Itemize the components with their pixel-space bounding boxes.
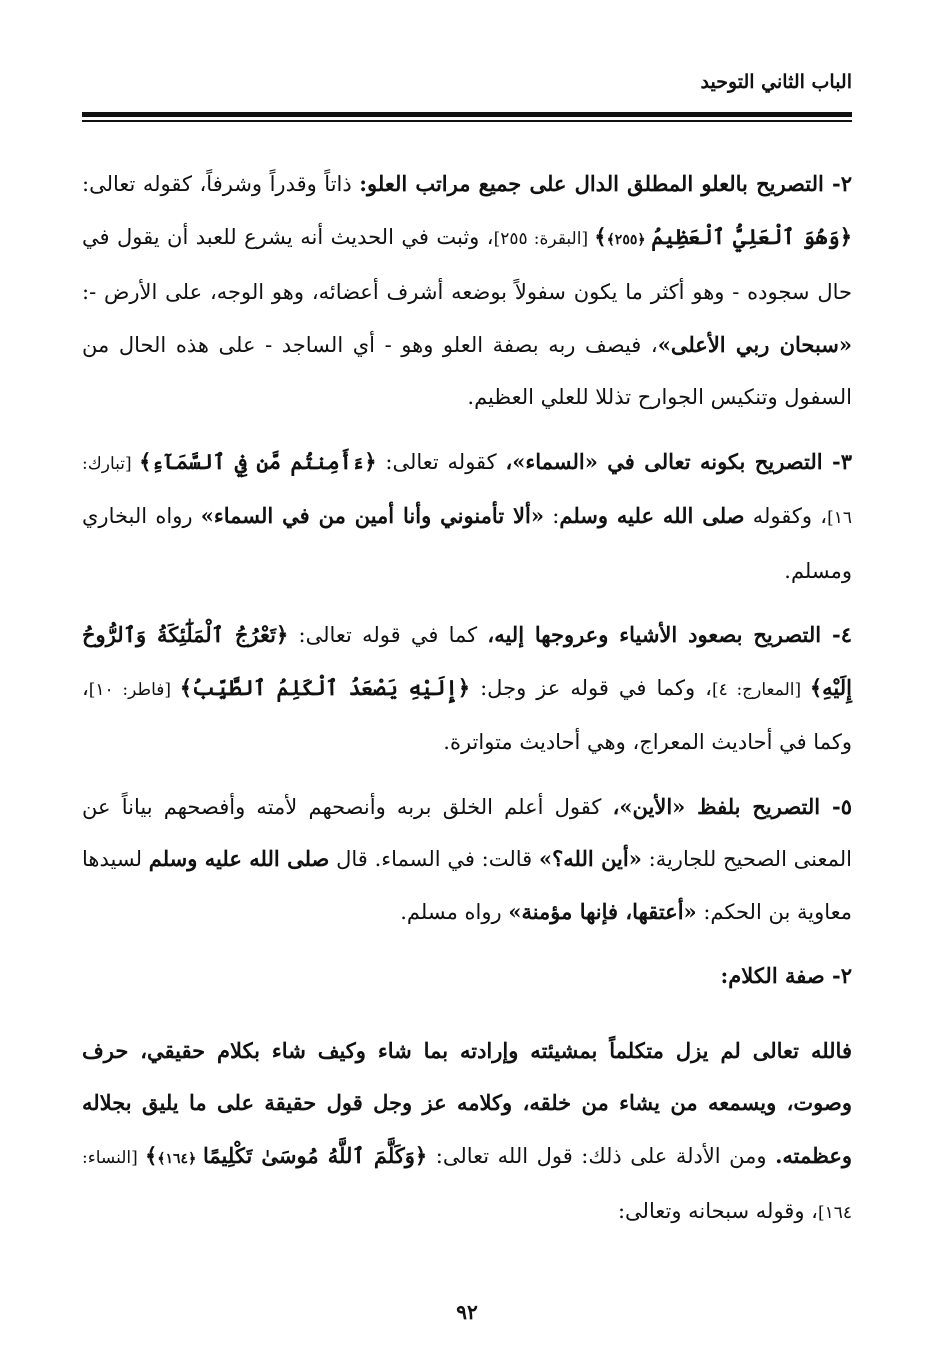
quran-verse: ﴿تَعْرُجُ ٱلْمَلَٰٓئِكَةُ وَٱلرُّوحُ إِلَيْهِ﴾ <box>82 622 852 700</box>
header-rule-thin <box>82 120 852 122</box>
verse-reference: [البقرة: ٢٥٥] <box>493 228 595 249</box>
bold-statement: فالله تعالى لم يزل متكلماً بمشيئته وإرادته بما شاء وكيف شاء بكلام حقيقي، حرف وصوت، ويسمعه من يشاء من خلقه، وكلامه عز وجل قول حقيقة على ما يليق بجلاله وعظمته. <box>82 1037 853 1168</box>
quran-verse: ﴿ءَأَمِنتُم مَّن فِي ٱلسَّمَآءِ﴾ <box>139 448 377 474</box>
ayah-number: ﴿١٦٤﴾ <box>157 1150 203 1167</box>
paragraph-3 <box>82 436 852 598</box>
section-heading <box>82 950 852 1003</box>
page-header <box>82 62 852 102</box>
hadith-quote: «ألا تأمنوني وأنا أمين من في السماء» <box>200 503 544 528</box>
section-heading-text: ٢- صفة الكلام: <box>720 963 852 988</box>
hadith-quote: «أعتقها، فإنها مؤمنة» <box>508 898 697 924</box>
body-text: ، وثبت في الحديث أنه يشرع للعبد أن يقول في حال سجوده - وهو أكثر ما يكون سفولاً بوضعه أشرف أعضائه، وهو الوجه، على الأرض -: <box>82 224 852 304</box>
paragraph-speech <box>82 1025 852 1240</box>
body-text: رواه البخاري ومسلم. <box>82 504 852 583</box>
page-body <box>82 158 852 1252</box>
paragraph-2 <box>82 158 852 424</box>
body-text: ، وكقوله <box>744 504 828 528</box>
verse-reference: [تبارك: ١٦] <box>82 453 852 528</box>
quran-verse-close: ﴾ <box>594 223 607 249</box>
hadith-quote: «سبحان ربي الأعلى» <box>657 331 853 357</box>
chapter-title: الباب الثاني التوحيد <box>700 71 852 93</box>
verse-reference: [المعارج: ٤] <box>711 679 810 700</box>
point-heading: ٥- التصريح بلفظ «الأين»، <box>612 793 852 819</box>
body-text: ذاتاً وقدراً وشرفاً، كقوله تعالى: <box>82 172 360 196</box>
verse-reference: [النساء: ١٦٤] <box>82 1147 852 1223</box>
body-text: قالت: في السماء. قال <box>329 847 539 871</box>
body-text: كما في قوله تعالى: <box>288 623 488 647</box>
quran-verse: ﴿وَهُوَ ٱلْعَلِيُّ ٱلْعَظِيمُ <box>651 223 853 249</box>
quran-verse: ﴿وَكَلَّمَ ٱللَّهُ مُوسَىٰ تَكْلِيمًا <box>203 1142 428 1168</box>
salutation: صلى الله عليه وسلم <box>148 846 330 871</box>
body-text: ، وكما في أحاديث المعراج، وهي أحاديث متواترة. <box>82 675 852 754</box>
body-text: ، وكما في قوله عز وجل: <box>470 675 712 700</box>
verse-reference: [فاطر: ١٠] <box>88 679 180 700</box>
paragraph-4 <box>82 609 852 769</box>
point-heading: ٤- التصريح بصعود الأشياء وعروجها إليه، <box>487 622 852 647</box>
body-text: لسيدها معاوية بن الحكم: <box>82 847 852 924</box>
ayah-number: ﴿٢٥٥﴾ <box>606 231 652 248</box>
body-text: ، فيصف ربه بصفة العلو وهو - أي الساجد - على هذه الحال من السفول وتنكيس الجوارح تذللا للعلي العظيم. <box>82 332 852 409</box>
body-text: كقول أعلم الخلق بربه وأنصحهم لأمته وأفصحهم بياناً عن المعنى الصحيح للجارية: <box>82 794 852 871</box>
body-text: : <box>544 504 560 528</box>
point-heading: ٢- التصريح بالعلو المطلق الدال على جميع مراتب العلو: <box>359 171 852 196</box>
paragraph-5 <box>82 781 852 939</box>
hadith-quote: «أين الله؟» <box>538 846 642 871</box>
salutation: صلى الله عليه وسلم <box>559 503 745 528</box>
body-text: ومن الأدلة على ذلك: قول الله تعالى: <box>427 1143 776 1168</box>
quran-verse-close: ﴾ <box>144 1142 158 1168</box>
header-rule-thick <box>82 112 852 117</box>
point-heading: ٣- التصريح بكونه تعالى في «السماء»، <box>505 448 852 474</box>
body-text: كقوله تعالى: <box>376 449 506 474</box>
body-text: رواه مسلم. <box>400 899 509 924</box>
body-text: ، وقوله سبحانه وتعالى: <box>617 1199 818 1223</box>
page-number: ٩٢ <box>456 1300 478 1324</box>
quran-verse: ﴿إِلَيْهِ يَصْعَدُ ٱلْكَلِمُ ٱلطَّيِّبُ﴾ <box>179 674 471 700</box>
